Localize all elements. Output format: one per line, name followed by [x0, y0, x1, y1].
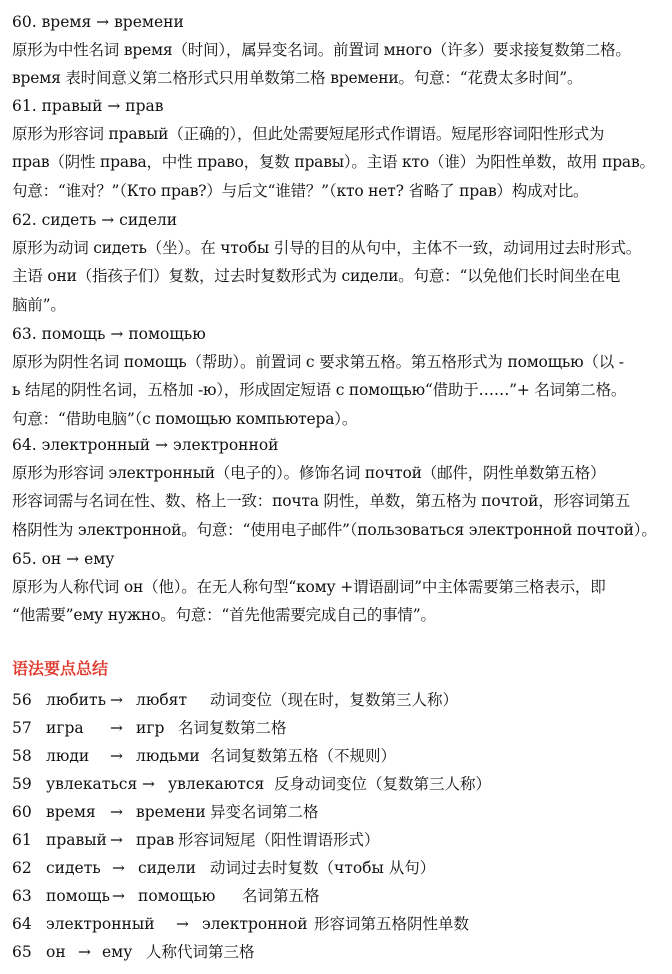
- source-word: время: [46, 803, 96, 821]
- target-word: сидели: [138, 859, 196, 877]
- row-number: 61: [12, 831, 32, 849]
- row-number: 63: [12, 887, 32, 905]
- source-word: любить: [46, 691, 107, 709]
- arrow-icon: →: [176, 915, 189, 933]
- explanation-line: 形容词需与名词在性、数、格上一致：почта 阴性，单数，第五格为 почтой，形容词第五: [12, 492, 631, 511]
- explanation-line: 原形为阴性名词 помощь（帮助）。前置词 с 要求第五格。第五格形式为 помощью（以 -: [12, 353, 624, 371]
- row-number: 62: [12, 859, 32, 877]
- target-word: игр: [136, 719, 165, 737]
- explanation-line: ь 结尾的阴性名词，五格加 -ю），形成固定短语 с помощью“借助于……”+ 名词第二格。: [12, 381, 627, 400]
- arrow-icon: →: [142, 775, 155, 793]
- target-word: ему: [102, 943, 133, 961]
- entry-heading: 62. сидеть → сидели: [12, 211, 178, 229]
- grammar-note: 动词过去时复数（чтобы 从句）: [210, 859, 436, 877]
- source-word: электронный: [46, 915, 155, 933]
- row-number: 59: [12, 775, 32, 793]
- explanation-line: 句意：“谁对？”（Кто прав?）与后文“谁错？”（кто нет? 省略了 прав）构成对比。: [12, 181, 589, 200]
- target-word: электронной: [202, 915, 308, 933]
- target-word: прав: [136, 831, 175, 849]
- arrow-icon: →: [110, 691, 123, 709]
- explanation-line: 脑前”。: [12, 295, 66, 314]
- source-word: люди: [46, 747, 90, 765]
- target-word: помощью: [138, 887, 216, 905]
- explanation-line: 原形为形容词 правый（正确的），但此处需要短尾形式作谓语。短尾形容词阳性形式为: [12, 125, 605, 143]
- row-number: 57: [12, 719, 32, 737]
- grammar-note: 反身动词变位（复数第三人称）: [274, 775, 492, 793]
- arrow-icon: →: [78, 943, 91, 961]
- entry-63: [12, 320, 666, 433]
- summary-title: 语法要点总结: [12, 659, 109, 678]
- grammar-note: 人称代词第三格: [146, 943, 255, 961]
- entry-heading: 60. время → времени: [12, 13, 184, 31]
- explanation-line: 主语 они（指孩子们）复数，过去时复数形式为 сидели。句意：“以免他们长时间坐在电: [12, 267, 621, 286]
- target-word: времени: [136, 803, 206, 821]
- target-word: людьми: [136, 747, 200, 765]
- row-number: 56: [12, 691, 32, 709]
- source-word: увлекаться: [46, 775, 138, 793]
- grammar-note: 形容词第五格阴性单数: [314, 915, 470, 933]
- explanation-line: прав（阴性 права，中性 право，复数 правы）。主语 кто（谁）为阳性单数，故用 прав。: [12, 153, 655, 172]
- entry-61: [12, 92, 666, 205]
- grammar-note: 动词变位（现在时，复数第三人称）: [210, 691, 459, 709]
- source-word: помощь: [46, 887, 110, 905]
- arrow-icon: →: [110, 803, 123, 821]
- entry-heading: 64. электронный → электронной: [12, 436, 279, 454]
- entry-64: [12, 431, 666, 544]
- grammar-note: 名词复数第五格（不规则）: [210, 747, 397, 765]
- arrow-icon: →: [112, 887, 125, 905]
- entry-65: [12, 545, 666, 630]
- target-word: любят: [136, 691, 188, 709]
- entry-heading: 65. он → ему: [12, 550, 115, 568]
- explanation-line: время 表时间意义第二格形式只用单数第二格 времени。句意：“花费太多时间”。: [12, 69, 583, 88]
- arrow-icon: →: [110, 747, 123, 765]
- source-word: правый: [46, 831, 107, 849]
- explanation-line: 原形为人称代词 он（他）。在无人称句型“кому +谓语副词”中主体需要第三格表示，即: [12, 578, 606, 596]
- entry-heading: 63. помощь → помощью: [12, 325, 206, 343]
- source-word: сидеть: [46, 859, 101, 877]
- explanation-line: “他需要”ему нужно。句意：“首先他需要完成自己的事情”。: [12, 606, 436, 625]
- explanation-line: 格阴性为 электронной。句意：“使用电子邮件”（пользоваться электронной почтой）。: [12, 520, 657, 539]
- row-number: 64: [12, 915, 32, 933]
- row-number: 65: [12, 943, 32, 961]
- entry-62: [12, 206, 666, 319]
- explanation-line: 句意：“借助电脑”（с помощью компьютера）。: [12, 409, 358, 428]
- arrow-icon: →: [112, 859, 125, 877]
- row-number: 60: [12, 803, 32, 821]
- source-word: игра: [46, 719, 84, 737]
- grammar-note: 形容词短尾（阳性谓语形式）: [178, 831, 380, 849]
- arrow-icon: →: [110, 831, 123, 849]
- explanation-line: 原形为动词 сидеть（坐）。在 чтобы 引导的目的从句中，主体不一致，动词用过去时形式。: [12, 239, 641, 257]
- row-number: 58: [12, 747, 32, 765]
- explanation-line: 原形为中性名词 время（时间），属异变名词。前置词 много（许多）要求接复数第二格。: [12, 41, 631, 59]
- target-word: увлекаются: [168, 775, 265, 793]
- entry-60: [12, 8, 666, 93]
- grammar-note: 异变名词第二格: [210, 803, 319, 821]
- grammar-note: 名词第五格: [242, 887, 320, 905]
- explanation-line: 原形为形容词 электронный（电子的）。修饰名词 почтой（邮件，阴性单数第五格）: [12, 464, 606, 482]
- grammar-note: 名词复数第二格: [178, 719, 287, 737]
- arrow-icon: →: [110, 719, 123, 737]
- entry-heading: 61. правый → прав: [12, 97, 164, 115]
- source-word: он: [46, 943, 66, 961]
